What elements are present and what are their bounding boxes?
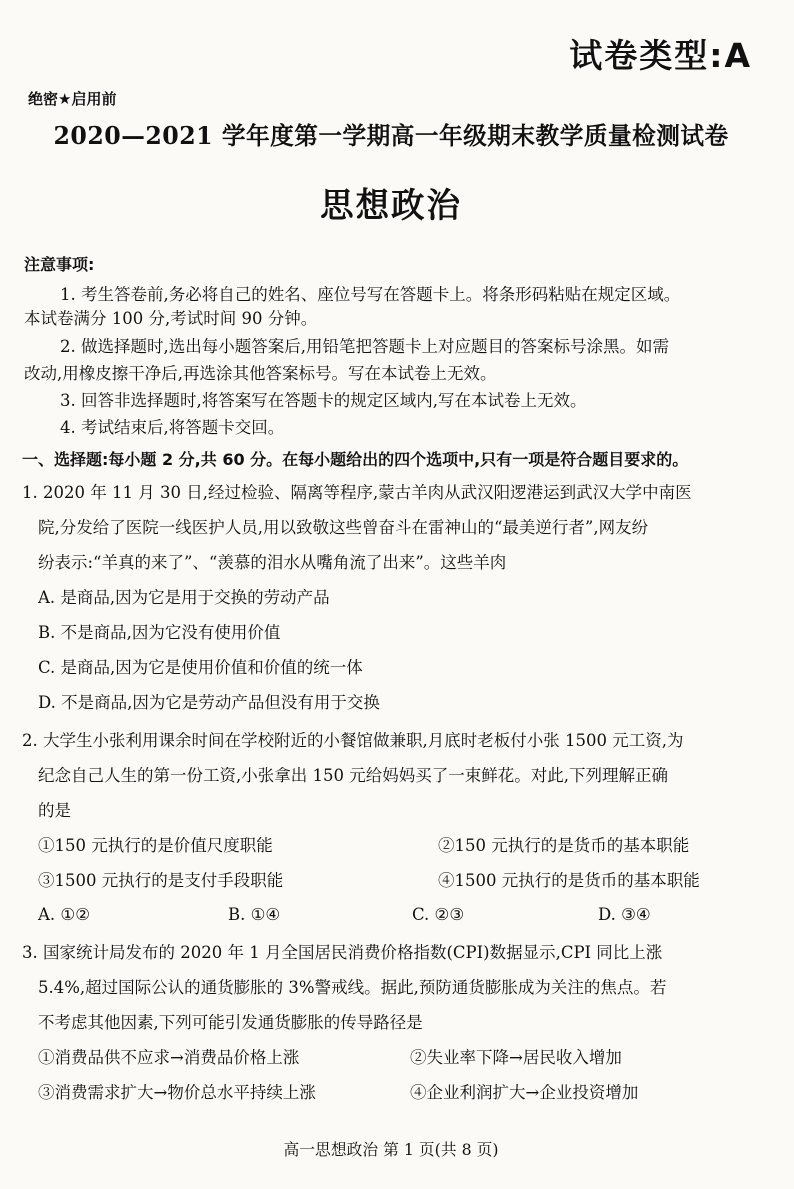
question-2-choice-a: A. ①② xyxy=(38,905,90,924)
question-1-line: 纷表示:“羊真的来了”、“羡慕的泪水从嘴角流了出来”。这些羊肉 xyxy=(38,553,507,572)
notes-line: 本试卷满分 100 分,考试时间 90 分钟。 xyxy=(24,309,318,328)
question-1-option-a: A. 是商品,因为它是用于交换的劳动产品 xyxy=(38,588,330,607)
question-2-statement-1: ①150 元执行的是价值尺度职能 xyxy=(38,836,273,855)
question-1-line: 1. 2020 年 11 月 30 日,经过检验、隔离等程序,蒙古羊肉从武汉阳逻港运到武汉大学中南医 xyxy=(22,483,692,502)
question-2-choice-b: B. ①④ xyxy=(228,905,281,924)
question-1-option-c: C. 是商品,因为它是使用价值和价值的统一体 xyxy=(38,658,363,677)
question-3-statement-4: ④企业利润扩大→企业投资增加 xyxy=(410,1083,639,1102)
paper-type-label: 试卷类型:A xyxy=(569,36,752,75)
question-2-statement-3: ③1500 元执行的是支付手段职能 xyxy=(38,871,284,890)
question-2-choice-d: D. ③④ xyxy=(598,905,651,924)
question-3-statement-2: ②失业率下降→居民收入增加 xyxy=(410,1048,622,1067)
question-3-statement-3: ③消费需求扩大→物价总水平持续上涨 xyxy=(38,1083,316,1102)
question-2-statement-4: ④1500 元执行的是货币的基本职能 xyxy=(438,871,700,890)
question-3-line: 3. 国家统计局发布的 2020 年 1 月全国居民消费价格指数(CPI)数据显示,CPI 同比上涨 xyxy=(22,943,663,962)
notes-line: 1. 考生答卷前,务必将自己的姓名、座位号写在答题卡上。将条形码粘贴在规定区域。 xyxy=(60,285,681,304)
question-3-statement-1: ①消费品供不应求→消费品价格上涨 xyxy=(38,1048,300,1067)
exam-title: 2020—2021 学年度第一学期高一年级期末教学质量检测试卷 xyxy=(53,121,729,150)
question-3-line: 5.4%,超过国际公认的通货膨胀的 3%警戒线。据此,预防通货膨胀成为关注的焦点。若 xyxy=(38,978,667,997)
section-heading: 一、选择题:每小题 2 分,共 60 分。在每小题给出的四个选项中,只有一项是符合题目要求的。 xyxy=(22,450,689,469)
notes-line: 2. 做选择题时,选出每小题答案后,用铅笔把答题卡上对应题目的答案标号涂黑。如需 xyxy=(60,337,669,356)
question-2-statement-2: ②150 元执行的是货币的基本职能 xyxy=(438,836,690,855)
question-3-line: 不考虑其他因素,下列可能引发通货膨胀的传导路径是 xyxy=(38,1013,423,1032)
subject-title: 思想政治 xyxy=(320,186,462,226)
question-1-option-b: B. 不是商品,因为它没有使用价值 xyxy=(38,623,281,642)
notes-line: 3. 回答非选择题时,将答案写在答题卡的规定区域内,写在本试卷上无效。 xyxy=(60,391,587,410)
notes-heading: 注意事项: xyxy=(24,255,95,274)
question-1-line: 院,分发给了医院一线医护人员,用以致敬这些曾奋斗在雷神山的“最美逆行者”,网友纷 xyxy=(38,518,649,537)
question-2-line: 的是 xyxy=(38,801,71,820)
notes-line: 4. 考试结束后,将答题卡交回。 xyxy=(60,418,285,437)
question-2-line: 纪念自己人生的第一份工资,小张拿出 150 元给妈妈买了一束鲜花。对此,下列理解正确 xyxy=(38,766,668,785)
page-footer: 高一思想政治 第 1 页(共 8 页) xyxy=(283,1140,499,1159)
question-2-choice-c: C. ②③ xyxy=(412,905,465,924)
question-2-line: 2. 大学生小张利用课余时间在学校附近的小餐馆做兼职,月底时老板付小张 1500 元工资,为 xyxy=(22,731,684,750)
notes-line: 改动,用橡皮擦干净后,再选涂其他答案标号。写在本试卷上无效。 xyxy=(24,364,497,383)
question-1-option-d: D. 不是商品,因为它是劳动产品但没有用于交换 xyxy=(38,693,380,712)
confidential-label: 绝密★启用前 xyxy=(28,90,117,108)
